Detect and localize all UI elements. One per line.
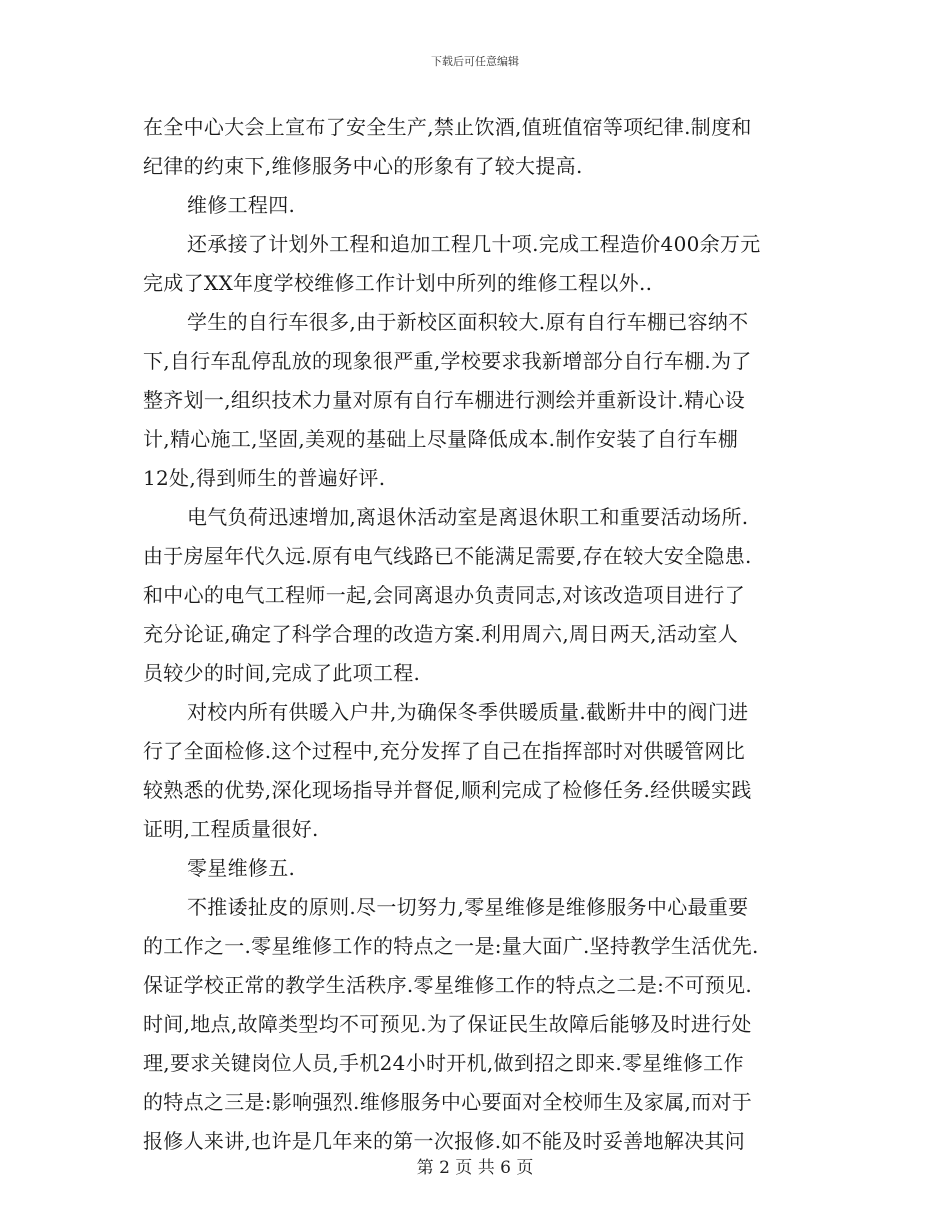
page-header: 下载后可任意编辑: [431, 55, 519, 68]
text-line: 报修人来讲,也许是几年来的第一次报修.如不能及时妥善地解决其问: [143, 1129, 746, 1153]
text-line: 证明,工程质量很好.: [143, 817, 319, 841]
document-body: [143, 108, 805, 1161]
text-line: 下,自行车乱停乱放的现象很严重,学校要求我新增部分自行车棚.为了: [143, 349, 752, 373]
text-line: 纪律的约束下,维修服务中心的形象有了较大提高.: [143, 154, 583, 178]
text-line: 的工作之一.零星维修工作的特点之一是:量大面广.坚持教学生活优先.: [143, 934, 759, 958]
text-line: 较熟悉的优势,深化现场指导并督促,顺利完成了检修任务.经供暖实践: [143, 778, 752, 802]
text-line: 员较少的时间,完成了此项工程.: [143, 661, 421, 685]
text-line: 充分论证,确定了科学合理的改造方案.利用周六,周日两天,活动室人: [143, 622, 739, 646]
text-line: 理,要求关键岗位人员,手机24小时开机,做到招之即来.零星维修工作: [143, 1051, 744, 1075]
text-line: 由于房屋年代久远.原有电气线路已不能满足需要,存在较大安全隐患.: [143, 544, 752, 568]
text-line: 在全中心大会上宣布了安全生产,禁止饮酒,值班值宿等项纪律.制度和: [143, 115, 752, 139]
text-line: 和中心的电气工程师一起,会同离退办负责同志,对该改造项目进行了: [143, 583, 746, 607]
text-line: 还承接了计划外工程和追加工程几十项.完成工程造价400余万元: [187, 232, 761, 256]
text-line: 整齐划一,组织技术力量对原有自行车棚进行测绘并重新设计.精心设: [143, 388, 746, 412]
text-line: 保证学校正常的教学生活秩序.零星维修工作的特点之二是:不可预见.: [143, 973, 753, 997]
text-line: 完成了XX年度学校维修工作计划中所列的维修工程以外..: [143, 271, 653, 295]
page-number: 第 2 页 共 6 页: [416, 1158, 534, 1178]
text-line: 12处,得到师生的普遍好评.: [143, 466, 386, 490]
section-heading: 零星维修五.: [187, 856, 296, 880]
section-heading: 维修工程四.: [187, 193, 296, 217]
text-line: 对校内所有供暖入户井,为确保冬季供暖质量.截断井中的阀门进: [187, 700, 749, 724]
text-line: 的特点之三是:影响强烈.维修服务中心要面对全校师生及家属,而对于: [143, 1090, 753, 1114]
text-line: 学生的自行车很多,由于新校区面积较大.原有自行车棚已容纳不: [187, 310, 749, 334]
text-line: 行了全面检修.这个过程中,充分发挥了自己在指挥部时对供暖管网比: [143, 739, 746, 763]
text-line: 计,精心施工,坚固,美观的基础上尽量降低成本.制作安装了自行车棚: [143, 427, 739, 451]
text-line: 不推诿扯皮的原则.尽一切努力,零星维修是维修服务中心最重要: [187, 895, 749, 919]
text-line: 时间,地点,故障类型均不可预见.为了保证民生故障后能够及时进行处: [143, 1012, 752, 1036]
text-line: 电气负荷迅速增加,离退休活动室是离退休职工和重要活动场所.: [187, 505, 749, 529]
